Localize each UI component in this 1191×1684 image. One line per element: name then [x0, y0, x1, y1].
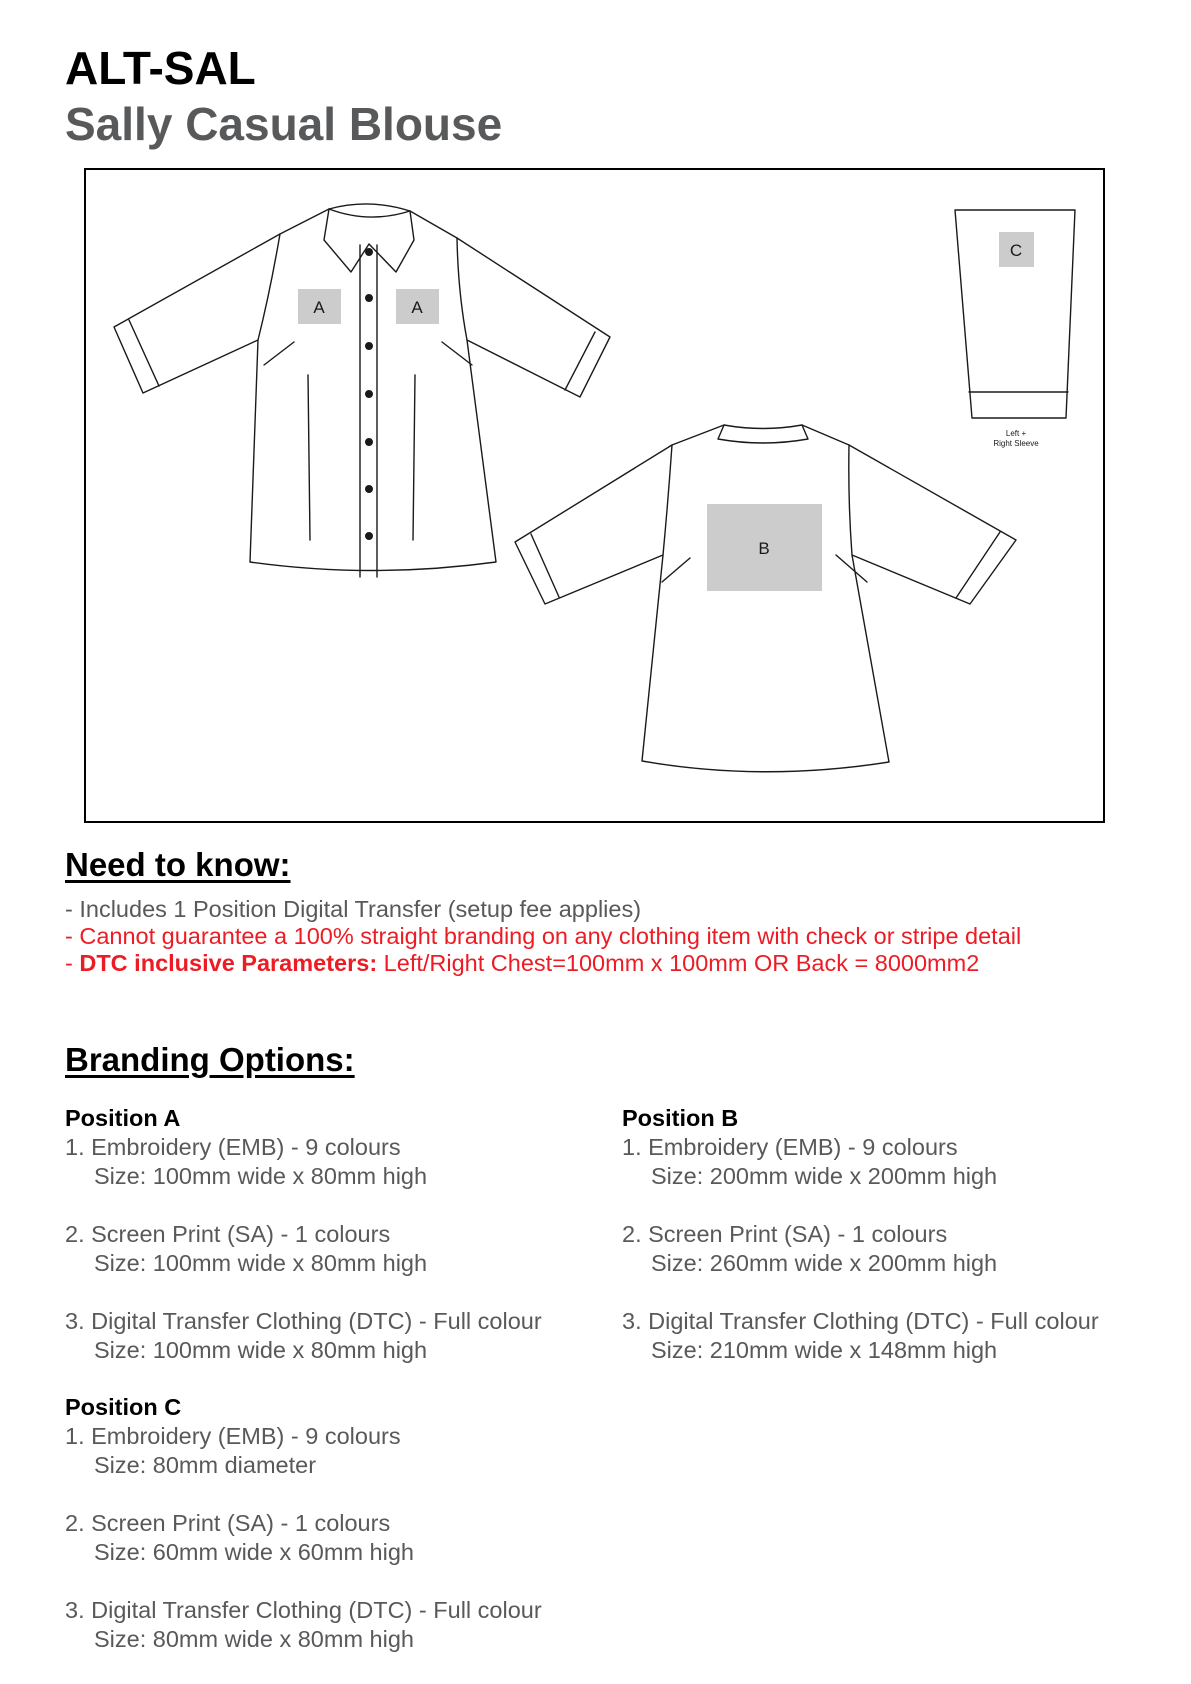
collar-neckline [329, 209, 410, 217]
front-right-dart [413, 375, 415, 540]
position-c-option-2 [65, 1509, 542, 1567]
position-a-title: Position A [65, 1105, 181, 1131]
position-a-option-3 [65, 1307, 542, 1365]
option-size: Size: 200mm wide x 200mm high [651, 1163, 998, 1189]
position-b-option-1 [622, 1133, 1099, 1191]
note-dtc-rest: Left/Right Chest=100mm x 100mm OR Back = 8000mm2 [377, 950, 980, 976]
option-size: Size: 100mm wide x 80mm high [94, 1163, 428, 1189]
need-to-know-heading: Need to know: [65, 846, 291, 883]
option-method: 3. Digital Transfer Clothing (DTC) - Full colour [65, 1308, 542, 1334]
blouse-front-drawing [114, 204, 610, 577]
option-method: 3. Digital Transfer Clothing (DTC) - Full colour [622, 1308, 1099, 1334]
note-dtc-prefix: - [65, 950, 80, 976]
position-c-option-1 [65, 1422, 542, 1480]
button-7 [366, 533, 373, 540]
zone-a-right-label: A [411, 298, 423, 317]
front-left-cuff [129, 320, 159, 386]
front-body-outline [114, 209, 610, 571]
front-left-dart [308, 375, 310, 540]
need-to-know-notes [65, 896, 1021, 977]
position-c-title: Position C [65, 1394, 182, 1420]
option-size: Size: 260mm wide x 200mm high [651, 1250, 998, 1276]
option-method: 2. Screen Print (SA) - 1 colours [65, 1221, 391, 1247]
back-yoke [718, 425, 808, 443]
product-code: ALT-SAL [65, 42, 256, 94]
zone-c-label: C [1009, 241, 1023, 260]
note-setup-fee: - Includes 1 Position Digital Transfer (setup fee applies) [65, 896, 642, 922]
option-method: 2. Screen Print (SA) - 1 colours [65, 1510, 391, 1536]
button-5 [366, 439, 373, 446]
option-size: Size: 100mm wide x 80mm high [94, 1250, 428, 1276]
position-b-option-2 [622, 1220, 1099, 1278]
position-a-option-2 [65, 1220, 542, 1278]
back-right-cuff [956, 532, 1000, 598]
back-left-dart [662, 558, 690, 582]
option-size: Size: 100mm wide x 80mm high [94, 1337, 428, 1363]
position-c-block [65, 1393, 542, 1654]
option-size: Size: 80mm wide x 80mm high [94, 1626, 414, 1652]
garment-illustration [86, 170, 1103, 821]
option-method: 3. Digital Transfer Clothing (DTC) - Full colour [65, 1597, 542, 1623]
back-left-cuff [531, 534, 559, 597]
front-right-armhole [457, 238, 467, 340]
option-method: 1. Embroidery (EMB) - 9 colours [65, 1423, 401, 1449]
option-size: Size: 60mm wide x 60mm high [94, 1539, 414, 1565]
back-left-armhole [663, 445, 672, 555]
note-dtc-parameters [65, 950, 1021, 977]
button-2 [366, 295, 373, 302]
option-method: 1. Embroidery (EMB) - 9 colours [622, 1134, 958, 1160]
option-size: Size: 210mm wide x 148mm high [651, 1337, 998, 1363]
garment-diagram [84, 168, 1105, 823]
blouse-back-drawing [515, 425, 1016, 772]
option-method: 2. Screen Print (SA) - 1 colours [622, 1221, 948, 1247]
sleeve-caption-line2: Right Sleeve [993, 439, 1039, 448]
button-1 [366, 249, 373, 256]
button-6 [366, 486, 373, 493]
front-left-bust-dart [264, 342, 294, 365]
sleeve-caption-line1: Left + [1005, 429, 1027, 438]
back-right-armhole [849, 445, 852, 555]
zone-b-label: B [758, 539, 770, 558]
button-4 [366, 391, 373, 398]
button-3 [366, 343, 373, 350]
front-right-cuff [565, 332, 595, 390]
position-a-option-1 [65, 1133, 542, 1191]
position-b-title: Position B [622, 1105, 739, 1131]
position-b-option-3 [622, 1307, 1099, 1365]
position-b-block [622, 1104, 1099, 1365]
option-size: Size: 80mm diameter [94, 1452, 317, 1478]
note-dtc-bold: DTC inclusive Parameters: [79, 950, 378, 976]
back-body-outline [515, 425, 1016, 772]
branding-options-heading: Branding Options: [65, 1041, 355, 1078]
front-left-armhole [258, 234, 280, 340]
option-method: 1. Embroidery (EMB) - 9 colours [65, 1134, 401, 1160]
note-straight-branding: - Cannot guarantee a 100% straight branding on any clothing item with check or stripe detail [65, 923, 1022, 949]
position-a-block [65, 1104, 542, 1365]
zone-a-left-label: A [313, 298, 325, 317]
product-name: Sally Casual Blouse [65, 98, 503, 150]
position-c-option-3 [65, 1596, 542, 1654]
